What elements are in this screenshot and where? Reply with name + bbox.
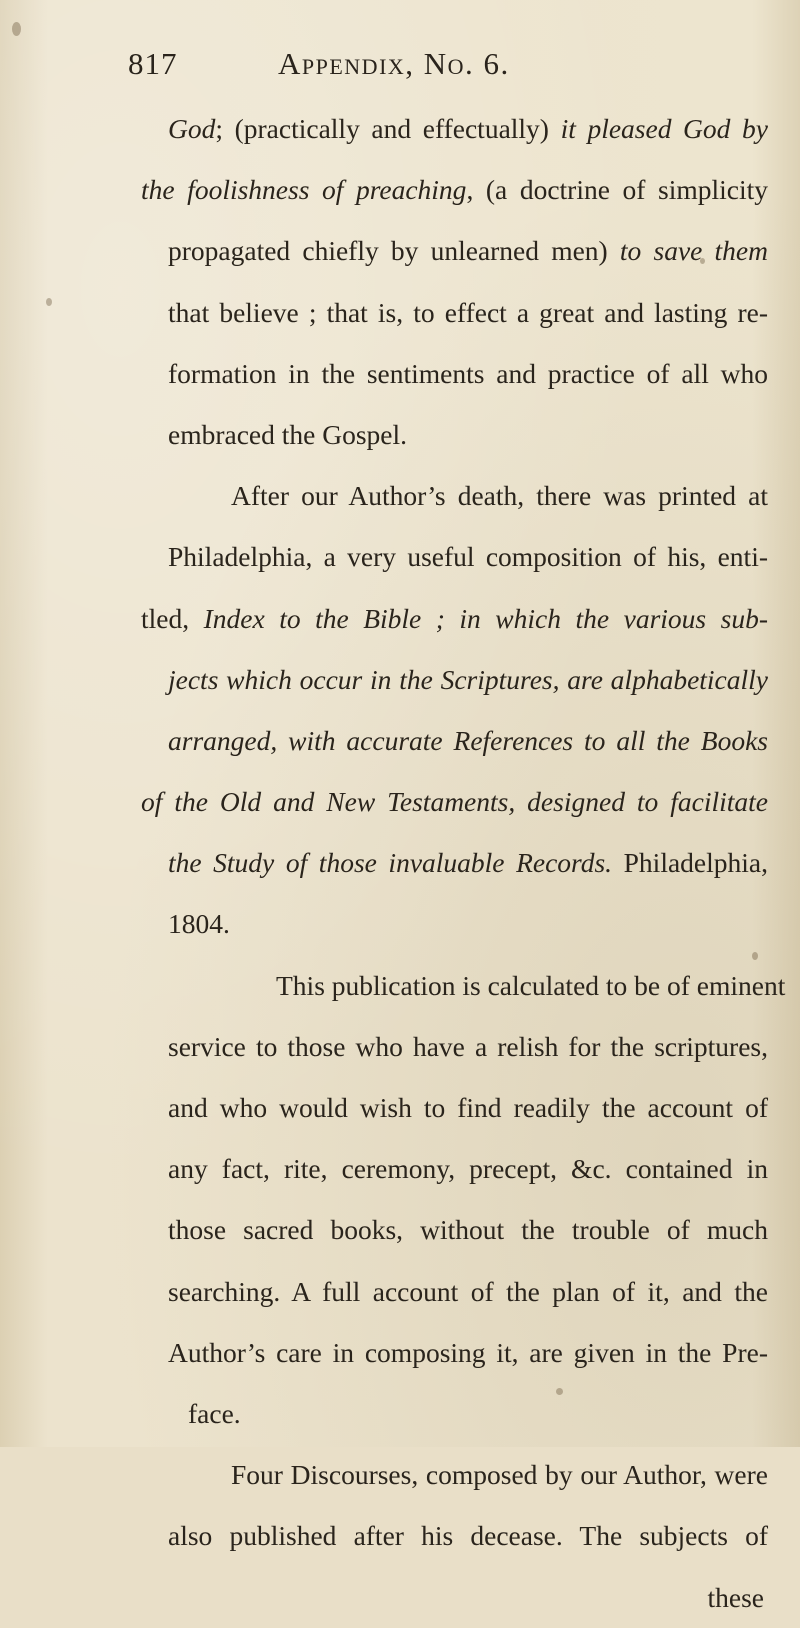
foxing-spot [752, 952, 758, 960]
text-line [108, 98, 768, 159]
italic-text-run: to save them [619, 235, 768, 267]
italic-text-run: of the Old and New Testaments, designed to facilitate [141, 786, 768, 818]
text-line [108, 282, 768, 343]
text-run: searching. A full account of the plan of it, and the [168, 1275, 768, 1307]
text-line [108, 404, 768, 465]
text-run: that believe ; that is, to effect a great and lasting re- [168, 296, 768, 328]
text-line [108, 159, 768, 220]
text-line [108, 1261, 768, 1322]
text-run: embraced the Gospel. [168, 418, 408, 450]
text-run: also published after his decease. The subjects of [168, 1520, 768, 1552]
text-line [108, 832, 768, 893]
foxing-spot [700, 258, 705, 264]
text-run: Four Discourses, composed by our Author, were [231, 1459, 768, 1491]
text-run: 1804. [168, 908, 230, 940]
text-run: face. [188, 1397, 241, 1429]
text-run: Author’s care in composing it, are given in the Pre- [168, 1336, 768, 1368]
italic-text-run: the foolishness of preaching [141, 174, 467, 206]
foxing-spot [556, 1388, 563, 1395]
italic-text-run: jects which occur in the Scriptures, are alphabetically [168, 663, 768, 695]
text-line [108, 220, 768, 281]
page-header [128, 46, 728, 86]
italic-text-run: arranged, with accurate References to all the Books [168, 724, 768, 756]
foxing-spot [46, 298, 52, 306]
text-line [108, 465, 768, 526]
text-line [108, 526, 768, 587]
text-run: tled, [141, 602, 204, 634]
text-run: Philadelphia, a very useful composition of his, enti- [168, 541, 768, 573]
text-run: those sacred books, without the trouble of much [168, 1214, 768, 1246]
text-line [108, 1138, 768, 1199]
text-line [108, 1322, 768, 1383]
text-line [108, 710, 768, 771]
body-text [108, 98, 786, 1628]
italic-text-run: God [168, 113, 216, 144]
text-line [108, 1016, 768, 1077]
italic-text-run: the Study of those invaluable Records. [168, 847, 613, 879]
text-run: , (a doctrine of simplicity [466, 174, 768, 206]
italic-text-run: Index to the Bible ; in which the various sub- [203, 602, 768, 634]
page-number: 817 [128, 46, 178, 81]
text-line [108, 1505, 768, 1566]
text-line [108, 771, 768, 832]
text-line [108, 1077, 768, 1138]
catchword [108, 1567, 768, 1628]
foxing-spot [12, 22, 21, 36]
text-run: service to those who have a relish for the scriptures, [168, 1030, 768, 1062]
text-line [108, 343, 768, 404]
text-run: propagated chiefly by unlearned men) [168, 235, 620, 267]
text-line [108, 1444, 768, 1505]
text-run: any fact, rite, ceremony, precept, &c. contained in [168, 1153, 768, 1185]
text-line [108, 588, 768, 649]
text-line [108, 649, 768, 710]
text-line [108, 1383, 768, 1444]
text-run: formation in the sentiments and practice of all who [168, 357, 768, 389]
italic-text-run: it pleased God by [560, 113, 768, 144]
text-run: ; (practically and effectually) [215, 113, 561, 144]
text-run: and who would wish to find readily the account of [168, 1092, 768, 1123]
text-run: This publication is calculated to be of eminent [276, 969, 786, 1001]
running-title: Appendix, No. 6. [278, 46, 510, 81]
text-run: After our Author’s death, there was printed at [231, 480, 768, 512]
text-line [108, 1199, 768, 1260]
text-line [108, 893, 768, 954]
text-run: Philadelphia, [612, 847, 768, 879]
text-line [108, 955, 786, 1016]
text-run: these [707, 1581, 764, 1613]
